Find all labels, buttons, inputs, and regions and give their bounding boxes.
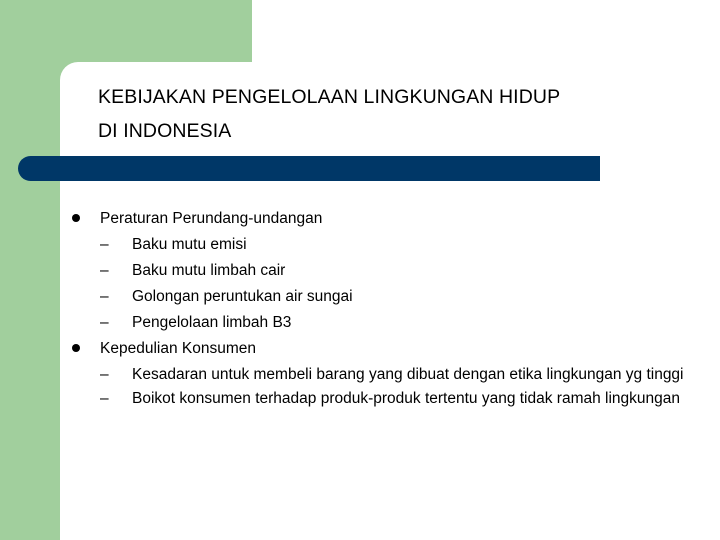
slide-title — [98, 80, 698, 148]
sub-item-text: Baku mutu limbah cair — [132, 262, 286, 279]
dash-icon: – — [100, 390, 109, 407]
bullet-dot-icon — [72, 344, 80, 352]
bullet-text: Peraturan Perundang-undangan — [100, 210, 323, 227]
sub-item-text: Kesadaran untuk membeli barang yang dibuat dengan etika lingkungan yg tinggi — [132, 366, 684, 383]
dash-icon: – — [100, 236, 109, 253]
sub-item-text: Boikot konsumen terhadap produk-produk tertentu yang tidak ramah lingkungan — [132, 390, 681, 407]
dash-icon: – — [100, 366, 109, 383]
dash-icon: – — [100, 314, 109, 331]
slide-title-line-2: DI INDONESIA — [98, 120, 232, 142]
sub-list — [72, 232, 692, 336]
sub-item — [100, 232, 692, 258]
green-accent-left — [0, 0, 60, 540]
title-divider-bar — [18, 156, 600, 181]
sub-item-text: Golongan peruntukan air sungai — [132, 288, 353, 305]
sub-item — [100, 388, 692, 410]
sub-item — [100, 284, 692, 310]
sub-item — [100, 364, 692, 386]
dash-icon: – — [100, 288, 109, 305]
bullet-item — [72, 206, 692, 232]
sub-item-text: Pengelolaan limbah B3 — [132, 314, 292, 331]
bullet-text: Kepedulian Konsumen — [100, 340, 256, 357]
sub-item — [100, 310, 692, 336]
slide-body — [72, 206, 692, 412]
sub-item — [100, 258, 692, 284]
sub-list — [72, 364, 692, 410]
sub-item-text: Baku mutu emisi — [132, 236, 247, 253]
slide-title-line-1: KEBIJAKAN PENGELOLAAN LINGKUNGAN HIDUP — [98, 86, 561, 108]
dash-icon: – — [100, 262, 109, 279]
bullet-item — [72, 336, 692, 362]
bullet-dot-icon — [72, 214, 80, 222]
